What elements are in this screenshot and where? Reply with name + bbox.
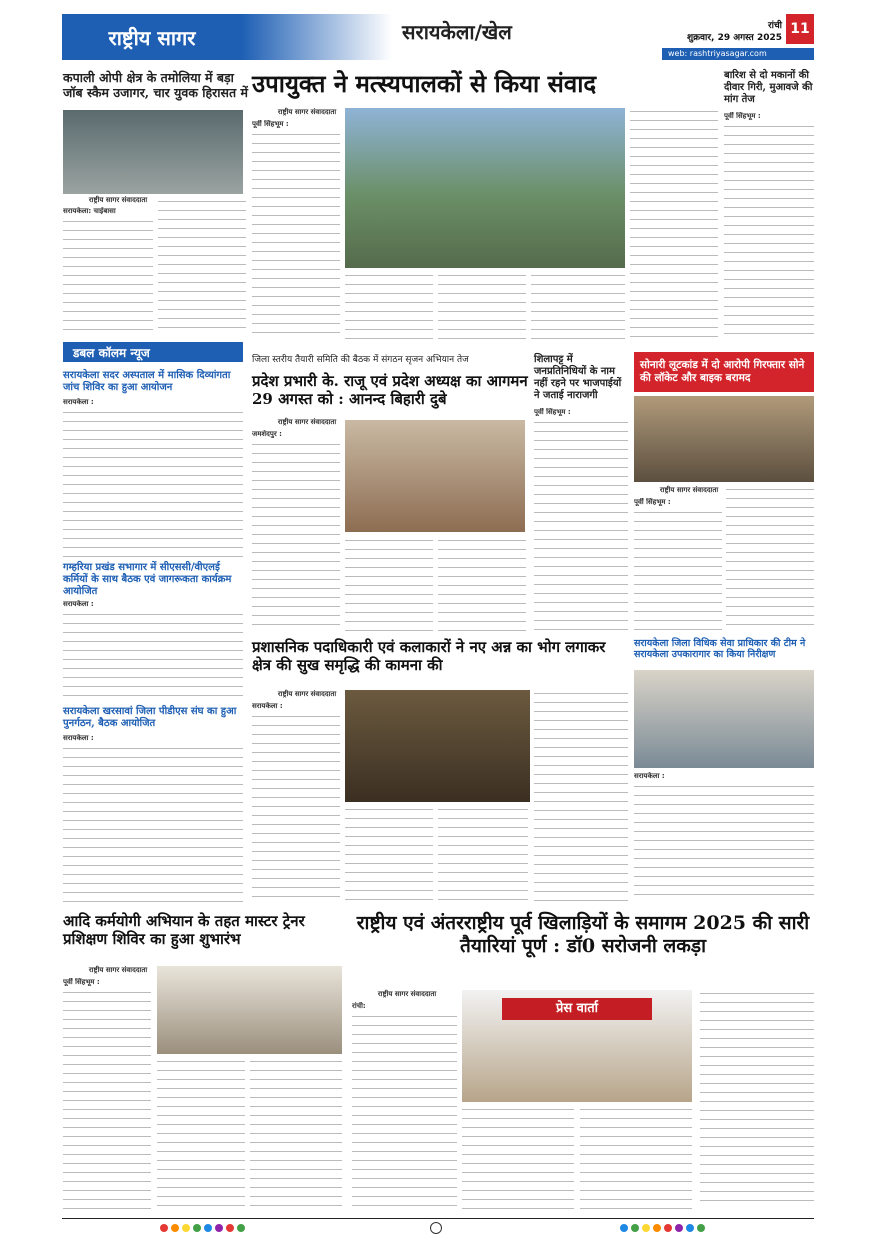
text-karmayogi-1 [63,989,151,1209]
band-double-column: डबल कॉलम न्यूज [63,342,243,362]
lead-karmayogi: पूर्वी सिंहभूम : [63,978,100,986]
headline-bihari: प्रदेश प्रभारी के. राजू एवं प्रदेश अध्यक्ष का आगमन 29 अगस्त को : आनन्द बिहारी दुबे [252,372,528,408]
footer-rule [62,1218,814,1219]
footer-dots-right [620,1224,705,1232]
credit-sonari: राष्ट्रीय सागर संवाददाता [659,486,719,494]
text-kapali-2 [158,198,246,330]
headline-vidhik: सरायकेला जिला विधिक सेवा प्राधिकार की टीम ने सरायकेला उपकारागार का किया निरीक्षण [634,638,806,661]
lead-sonari: पूर्वी सिंहभूम : [634,498,671,506]
masthead [62,14,814,62]
lead-vidhik: सरायकेला : [634,772,665,780]
headline-kharsawan: सरायकेला खरसावां जिला पीडीएस संघ का हुआ पुनर्गठन, बैठक आयोजित [63,706,237,729]
city: रांची [767,21,782,31]
lead-khiladi: रांची: [352,1002,366,1010]
press-banner: प्रेस वार्ता [502,998,652,1020]
section-title: सरायकेला/खेल [402,20,512,44]
lead-rain: पूर्वी सिंहभूम : [724,112,761,120]
credit-bihari: राष्ट्रीय सागर संवाददाता [277,418,337,426]
date-block [672,20,782,44]
date: शुक्रवार, 29 अगस्त 2025 [686,33,782,43]
text-rain [724,123,814,340]
brand-logo: राष्ट्रीय सागर [62,14,242,60]
headline-rain: बारिश से दो मकानों की दीवार गिरी, मुआवजे की मांग तेज [724,70,813,105]
text-kharsawan [63,745,243,903]
text-vidhik [634,783,814,903]
photo-fish [345,108,625,268]
text-bihari-2 [345,537,433,631]
lead-gamhariya: सरायकेला : [63,600,94,608]
text-kapali-1 [63,218,153,330]
text-khiladi-1 [352,1013,457,1209]
footer-dots-left [160,1224,245,1232]
photo-bihari [345,420,525,532]
text-fish-2 [345,272,433,340]
text-shila [534,419,628,631]
text-bihari-1 [252,441,340,631]
credit-prashasan: राष्ट्रीय सागर संवाददाता [277,690,337,698]
credit-fish: राष्ट्रीय सागर संवाददाता [277,108,337,116]
text-bihari-3 [438,537,526,631]
text-khiladi-3 [580,1106,692,1209]
footer-compass-icon [430,1222,442,1234]
headline-hosp: सरायकेला सदर अस्पताल में मासिक दिव्यांगता जांच शिविर का हुआ आयोजन [63,370,231,393]
text-khiladi-4 [700,990,814,1209]
headline-khiladi: राष्ट्रीय एवं अंतरराष्ट्रीय पूर्व खिलाड़ियों के समागम 2025 की सारी तैयारियां पूर्ण : डॉ0 सरोजनी लकड़ा [356,912,810,957]
text-sonari-1 [634,509,722,631]
lead-fish: पूर्वी सिंहभूम : [252,120,289,128]
text-sonari-2 [726,486,814,631]
text-khiladi-2 [462,1106,574,1209]
text-karmayogi-2 [157,1058,245,1209]
headline-sonari: सोनारी लूटकांड में दो आरोपी गिरफ्तार सोने की लॉकेट और बाइक बरामद [634,352,814,392]
text-prashasan-1 [252,713,340,903]
lead-prashasan: सरायकेला : [252,702,283,710]
headline-karmayogi: आदि कर्मयोगी अभियान के तहत मास्टर ट्रेनर प्रशिक्षण शिविर का हुआ शुभारंभ [63,912,305,948]
text-prashasan-3 [438,806,528,903]
headline-fish: उपायुक्त ने मत्स्यपालकों से किया संवाद [252,69,597,98]
text-prashasan-4 [534,690,628,903]
photo-prashasan [345,690,530,802]
text-fish-5 [630,108,718,340]
photo-khiladi [462,990,692,1102]
text-fish-3 [438,272,526,340]
lead-kapali: सरायकेला: चाईबासा [63,207,116,215]
text-fish-1 [252,131,340,340]
lead-kharsawan: सरायकेला : [63,734,94,742]
lead-hosp: सरायकेला : [63,398,94,406]
photo-karmayogi [157,966,342,1054]
subhead-bihari: जिला स्तरीय तैयारी समिति की बैठक में संगठन सृजन अभियान तेज [252,355,469,365]
text-karmayogi-3 [250,1058,342,1209]
photo-sonari [634,396,814,482]
credit-khiladi: राष्ट्रीय सागर संवाददाता [377,990,437,998]
photo-kapali [63,110,243,194]
brand-gradient [242,14,392,60]
credit-kapali: राष्ट्रीय सागर संवाददाता [88,196,148,204]
text-gamhariya [63,611,243,701]
lead-shila: पूर्वी सिंहभूम : [534,408,571,416]
text-prashasan-2 [345,806,433,903]
lead-bihari: जमशेदपुर : [252,430,282,438]
credit-karmayogi: राष्ट्रीय सागर संवाददाता [88,966,148,974]
text-fish-4 [531,272,625,340]
page-number: 11 [786,14,814,44]
website: web: rashtriyasagar.com [662,48,814,60]
headline-kapali: कपाली ओपी क्षेत्र के तमोलिया में बड़ा जॉब स्कैम उजागर, चार युवक हिरासत में [63,70,248,100]
headline-shila: शिलापट्ट में जनप्रतिनिधियों के नाम नहीं रहने पर भाजपाईयों ने जताई नाराजगी [534,354,622,401]
text-hosp [63,409,243,557]
headline-prashasan: प्रशासनिक पदाधिकारी एवं कलाकारों ने नए अन्न का भोग लगाकर क्षेत्र की सुख समृद्धि की कामना की [252,638,606,674]
headline-gamhariya: गम्हरिया प्रखंड सभागार में सीएससी/वीएलई कर्मियों के साथ बैठक एवं जागरूकता कार्यक्रम आयोजित [63,562,232,597]
photo-vidhik [634,670,814,768]
